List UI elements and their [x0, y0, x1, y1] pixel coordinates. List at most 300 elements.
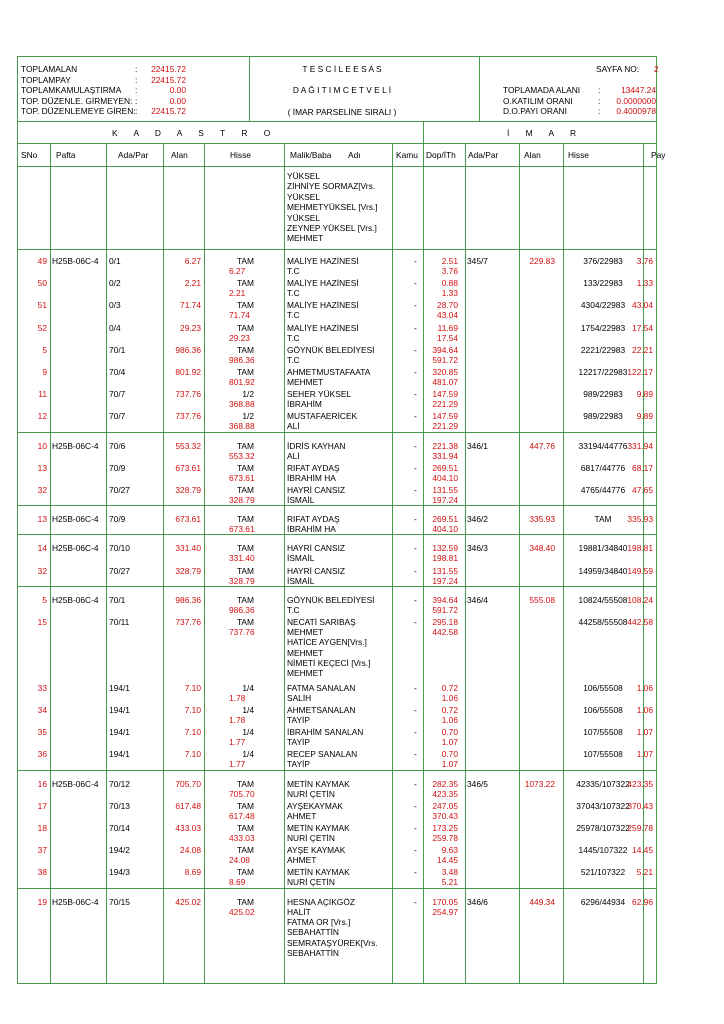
imar-pay: 1.06 [636, 682, 653, 693]
row-sno: 16 [37, 778, 47, 789]
row-hisse: TAM [236, 896, 254, 907]
row-father: MEHMET [287, 377, 324, 387]
row-father: NURİ ÇETİN [287, 877, 335, 888]
column-header: Pay [651, 150, 666, 160]
row-alan: 986.36 [175, 344, 201, 355]
row-owner: MALİYE HAZİNESİ [287, 322, 359, 333]
row-owner: MALİYE HAZİNESİ [287, 256, 359, 266]
row-pafta: H25B-06C-4 [52, 440, 99, 451]
row-adapar: 70/15 [109, 896, 130, 907]
row-pafta: H25B-06C-4 [52, 896, 99, 907]
row-alan: 7.10 [184, 727, 201, 738]
rule-line [17, 121, 657, 122]
row-hisse: 1/4 [242, 705, 254, 715]
row-dop: 0.72 [441, 705, 458, 715]
row-dop: 269.51 [432, 462, 458, 473]
column-header: Alan [171, 150, 188, 160]
row-hisse: TAM [236, 278, 254, 289]
row-kamu: - [414, 896, 417, 907]
row-dop: 320.85 [432, 367, 458, 377]
imar-hisse: 1445/107322 [578, 845, 628, 856]
row-sno: 18 [37, 823, 47, 833]
summary-colon: : [598, 95, 601, 106]
imar-hisse: 2221/22983 [580, 344, 626, 355]
row-owner: NECATİ SARIBAŞ [287, 617, 356, 627]
row-alan: 673.61 [175, 514, 201, 525]
owner-continuation: MEHMETYÜKSEL [Vrs.] [287, 202, 378, 213]
row-kamu: - [414, 514, 417, 525]
row-hisse-value: 2.21 [229, 288, 246, 299]
row-kamu: - [414, 462, 417, 473]
row-ith: 404.10 [432, 524, 458, 535]
imar-hisse: TAM [594, 514, 612, 525]
row-alan: 705.70 [175, 778, 201, 789]
row-ith: 198.81 [432, 553, 458, 564]
row-adapar: 0/4 [109, 322, 121, 333]
row-ith: 331.94 [432, 450, 458, 461]
imar-hisse: 6296/44934 [580, 896, 626, 907]
owner-continuation: YÜKSEL [287, 191, 321, 202]
row-owner: HAYRİ CANSIZ [287, 485, 346, 495]
row-dop: 0.72 [441, 682, 458, 693]
row-dop: 0.70 [441, 727, 458, 738]
row-ith: 221.29 [432, 399, 458, 410]
row-adapar: 70/12 [109, 778, 130, 789]
row-owner: METİN KAYMAK [287, 778, 350, 789]
column-divider [163, 143, 164, 984]
row-adapar: 70/7 [109, 411, 126, 422]
rule-line [17, 586, 657, 587]
row-owner: METİN KAYMAK [287, 823, 350, 833]
row-sno: 49 [37, 256, 47, 266]
row-owner: RIFAT AYDAŞ [287, 514, 340, 525]
imar-hisse: 107/55508 [583, 749, 623, 760]
row-pafta: H25B-06C-4 [52, 594, 99, 605]
summary-value: 0.00 [169, 85, 186, 95]
row-dop: 0.70 [441, 749, 458, 760]
imar-pay: 259.78 [627, 823, 653, 833]
imar-pay: 122.17 [627, 367, 653, 377]
row-hisse-value: 617.48 [229, 810, 255, 821]
row-ith: 3.76 [441, 266, 458, 276]
rule-line [17, 888, 657, 889]
row-father: TAYİP [287, 759, 310, 770]
row-kamu: - [414, 440, 417, 451]
row-ith: 197.24 [432, 575, 458, 586]
summary-label: TOPLAMALAN [21, 64, 78, 74]
row-alan: 7.10 [184, 682, 201, 693]
imar-adapar: 345/7 [467, 256, 488, 266]
row-father: İBRAHİM [287, 399, 322, 410]
imar-pay: 442.58 [627, 617, 653, 627]
row-hisse-value: 801.92 [229, 377, 255, 387]
imar-hisse: 106/55508 [583, 682, 623, 693]
row-hisse: TAM [236, 322, 254, 333]
imar-hisse: 4765/44776 [580, 485, 626, 495]
column-divider [563, 143, 564, 984]
row-alan: 6.27 [184, 256, 201, 266]
row-father: T.C [287, 604, 300, 615]
row-hisse: TAM [236, 800, 254, 811]
row-hisse-value: 986.36 [229, 604, 255, 615]
row-father: TAYİP [287, 737, 310, 748]
row-dop: 11.69 [437, 322, 458, 333]
row-adapar: 194/1 [109, 682, 130, 693]
imar-hisse: 521/107322 [580, 867, 626, 878]
imar-adapar: 346/3 [467, 543, 488, 554]
row-kamu: - [414, 278, 417, 289]
section-imar: İ M A R [507, 128, 583, 138]
row-hisse-value: 986.36 [229, 354, 255, 365]
row-hisse-value: 8.69 [229, 877, 246, 888]
row-dop: 247.05 [432, 800, 458, 811]
imar-pay: 43.04 [632, 300, 653, 311]
imar-adapar: 346/4 [467, 594, 488, 605]
row-owner: RIFAT AYDAŞ [287, 462, 340, 473]
row-alan: 673.61 [175, 462, 201, 473]
page-label: SAYFA NO: [596, 64, 640, 74]
row-father: T.C [287, 266, 300, 276]
row-alan: 737.76 [175, 411, 201, 422]
row-dop: 147.59 [432, 389, 458, 400]
row-adapar: 194/3 [109, 867, 130, 878]
row-hisse-value: 673.61 [229, 524, 255, 535]
row-sno: 34 [37, 705, 47, 715]
row-ith: 1.33 [441, 288, 458, 299]
row-dop: 147.59 [432, 411, 458, 422]
row-kamu: - [414, 727, 417, 738]
row-hisse: 1/2 [242, 389, 254, 400]
imar-pay: 9.89 [636, 411, 653, 422]
row-dop: 3.48 [441, 867, 458, 878]
row-hisse-value: 328.79 [229, 575, 255, 586]
row-hisse-value: 368.88 [229, 421, 255, 432]
row-sno: 32 [37, 485, 47, 495]
row-alan: 2.21 [184, 278, 201, 289]
imar-pay: 14.45 [632, 845, 653, 856]
row-hisse: TAM [236, 440, 254, 451]
row-hisse: TAM [236, 778, 254, 789]
row-owner: HAYRİ CANSIZ [287, 543, 346, 554]
column-divider [284, 143, 285, 984]
column-header: Adı [348, 150, 361, 160]
row-hisse-value: 331.40 [229, 553, 255, 564]
row-father: HALİT [287, 906, 311, 917]
rule-line [17, 534, 657, 535]
imar-alan: 447.76 [529, 440, 555, 451]
row-alan: 737.76 [175, 389, 201, 400]
imar-pay: 3.76 [636, 256, 653, 266]
row-ith: 1.07 [441, 737, 458, 748]
row-kamu: - [414, 485, 417, 495]
imar-hisse: 12217/22983 [578, 367, 628, 377]
column-header: Pafta [56, 150, 76, 160]
row-hisse-value: 328.79 [229, 495, 255, 505]
row-hisse-value: 1.77 [229, 759, 246, 770]
row-owner: GÖYNÜK BELEDİYESİ [287, 344, 375, 355]
row-ith: 259.78 [432, 833, 458, 843]
imar-hisse: 4304/22983 [580, 300, 626, 311]
column-divider [392, 143, 393, 984]
imar-alan: 348.40 [529, 543, 555, 554]
imar-hisse: 44258/55508 [578, 617, 628, 627]
row-kamu: - [414, 565, 417, 576]
imar-pay: 9.89 [636, 389, 653, 400]
row-sno: 32 [37, 565, 47, 576]
row-adapar: 194/2 [109, 845, 130, 856]
row-adapar: 194/1 [109, 727, 130, 738]
imar-pay: 1.07 [636, 727, 653, 738]
row-owner: MUSTAFAERİCEK [287, 411, 358, 422]
row-alan: 617.48 [175, 800, 201, 811]
row-alan: 328.79 [175, 565, 201, 576]
column-divider [249, 56, 250, 121]
row-adapar: 70/7 [109, 389, 126, 400]
row-adapar: 70/6 [109, 440, 126, 451]
imar-adapar: 346/1 [467, 440, 488, 451]
summary-label: TOPLAMKAMULAŞTIRMA [21, 85, 122, 95]
row-adapar: 70/4 [109, 367, 126, 377]
row-sno: 52 [37, 322, 47, 333]
row-father: İBRAHİM HA [287, 472, 336, 483]
row-hisse-value: 553.32 [229, 450, 255, 461]
imar-pay: 1.07 [636, 749, 653, 760]
row-alan: 328.79 [175, 485, 201, 495]
row-pafta: H25B-06C-4 [52, 543, 99, 554]
imar-hisse: 33194/44776 [578, 440, 628, 451]
row-hisse: TAM [236, 594, 254, 605]
summary-colon: : [135, 85, 138, 95]
imar-hisse: 42335/107322 [576, 778, 630, 789]
section-kadastro: K A D A S T R O [112, 128, 278, 138]
row-adapar: 0/1 [109, 256, 121, 266]
imar-pay: 17.54 [632, 322, 653, 333]
owner-continuation: SEBAHATTİN [287, 948, 339, 958]
row-kamu: - [414, 682, 417, 693]
row-kamu: - [414, 543, 417, 554]
row-sno: 19 [37, 896, 47, 907]
row-alan: 29.23 [180, 322, 201, 333]
row-alan: 24.08 [180, 845, 201, 856]
column-divider [479, 56, 480, 121]
row-dop: 131.55 [432, 485, 458, 495]
row-hisse: TAM [236, 462, 254, 473]
column-divider [106, 143, 107, 984]
imar-adapar: 346/6 [467, 896, 488, 907]
row-sno: 9 [42, 367, 47, 377]
imar-pay: 68.17 [632, 462, 653, 473]
row-hisse: TAM [236, 867, 254, 878]
row-pafta: H25B-06C-4 [52, 514, 99, 525]
row-alan: 7.10 [184, 705, 201, 715]
row-hisse-value: 705.70 [229, 788, 255, 799]
row-hisse-value: 433.03 [229, 833, 255, 843]
row-sno: 38 [37, 867, 47, 878]
imar-hisse: 107/55508 [583, 727, 623, 738]
row-hisse: 1/4 [242, 682, 254, 693]
imar-hisse: 6817/44776 [580, 462, 626, 473]
row-father: AHMET [287, 855, 317, 866]
imar-pay: 335.93 [627, 514, 653, 525]
summary-value: 0.4000978 [616, 106, 656, 116]
row-sno: 5 [42, 594, 47, 605]
row-hisse: 1/4 [242, 749, 254, 760]
imar-pay: 5.21 [636, 867, 653, 878]
summary-colon: : [135, 74, 138, 85]
row-father: İSMAİL [287, 495, 315, 505]
owner-continuation: NİMETİ KEÇECİ [Vrs.] [287, 658, 371, 668]
row-dop: 170.05 [432, 896, 458, 907]
row-sno: 10 [37, 440, 47, 451]
row-sno: 14 [37, 543, 47, 554]
column-divider [204, 143, 205, 984]
row-ith: 14.45 [437, 855, 458, 866]
row-ith: 370.43 [432, 810, 458, 821]
imar-pay: 108.24 [627, 594, 653, 605]
row-sno: 13 [37, 462, 47, 473]
row-ith: 1.06 [441, 715, 458, 725]
row-ith: 5.21 [441, 877, 458, 888]
row-kamu: - [414, 411, 417, 422]
owner-continuation: HATİCE AYGEN[Vrs.] [287, 637, 367, 648]
imar-hisse: 10824/55508 [578, 594, 628, 605]
owner-continuation: ZEYNEP YÜKSEL [Vrs.] [287, 223, 377, 233]
imar-adapar: 346/2 [467, 514, 488, 525]
row-father: T.C [287, 288, 300, 299]
column-header: Hisse [568, 150, 589, 160]
imar-alan: 1073.22 [524, 778, 555, 789]
doc-sort-note: ( İMAR PARSELİNE SIRALI ) [287, 107, 397, 117]
row-adapar: 70/13 [109, 800, 130, 811]
imar-pay: 22.21 [632, 344, 653, 355]
imar-alan: 555.08 [529, 594, 555, 605]
column-divider [423, 121, 424, 984]
row-owner: AYŞEKAYMAK [287, 800, 344, 811]
owner-continuation: FATMA OR [Vrs.] [287, 916, 351, 927]
row-dop: 173.25 [432, 823, 458, 833]
row-adapar: 70/27 [109, 485, 130, 495]
row-hisse: TAM [236, 845, 254, 856]
owner-continuation: YÜKSEL [287, 212, 321, 223]
doc-subtitle: D A Ğ I T I M C E T V E L İ [292, 85, 392, 95]
row-sno: 50 [37, 278, 47, 289]
row-sno: 17 [37, 800, 47, 811]
row-kamu: - [414, 705, 417, 715]
row-adapar: 70/9 [109, 514, 126, 525]
row-sno: 12 [37, 411, 47, 422]
imar-pay: 149.59 [627, 565, 653, 576]
rule-line [17, 505, 657, 506]
imar-hisse: 37043/107322 [576, 800, 630, 811]
column-header: Hisse [230, 150, 251, 160]
imar-pay: 423.35 [627, 778, 653, 789]
rule-line [17, 143, 657, 144]
imar-hisse: 106/55508 [583, 705, 623, 715]
row-alan: 986.36 [175, 594, 201, 605]
rule-line [17, 249, 657, 250]
row-kamu: - [414, 322, 417, 333]
row-dop: 394.64 [432, 344, 458, 355]
row-father: İSMAİL [287, 553, 315, 564]
row-kamu: - [414, 845, 417, 856]
imar-alan: 335.93 [529, 514, 555, 525]
row-owner: MALİYE HAZİNESİ [287, 300, 359, 311]
summary-label: TOP. DÜZENLE. GİRMEYEN: [21, 95, 133, 106]
row-adapar: 0/2 [109, 278, 121, 289]
row-alan: 71.74 [180, 300, 201, 311]
row-kamu: - [414, 594, 417, 605]
row-alan: 331.40 [175, 543, 201, 554]
owner-continuation: ZİHNİYE SORMAZ[Vrs. [287, 181, 376, 192]
imar-pay: 370.43 [627, 800, 653, 811]
row-dop: 282.35 [432, 778, 458, 789]
imar-hisse: 133/22983 [583, 278, 623, 289]
row-dop: 2.51 [441, 256, 458, 266]
summary-value: 22415.72 [151, 74, 186, 85]
summary-colon: : [135, 64, 138, 74]
doc-title: T E S C İ L E E S A S [302, 64, 382, 74]
row-adapar: 70/9 [109, 462, 126, 473]
row-hisse: TAM [236, 367, 254, 377]
row-ith: 197.24 [432, 495, 458, 505]
summary-value: 0.0000000 [616, 95, 656, 106]
summary-label: TOPLAMPAY [21, 74, 71, 85]
row-pafta: H25B-06C-4 [52, 256, 99, 266]
row-ith: 423.35 [432, 788, 458, 799]
summary-colon: : [135, 95, 138, 106]
row-owner: GÖYNÜK BELEDİYESİ [287, 594, 375, 605]
imar-alan: 229.83 [529, 256, 555, 266]
summary-label: D.O.PAYI ORANI [503, 106, 567, 116]
row-owner: AYŞE KAYMAK [287, 845, 346, 856]
row-sno: 11 [38, 389, 47, 400]
row-ith: 404.10 [432, 472, 458, 483]
imar-hisse: 376/22983 [583, 256, 623, 266]
row-alan: 433.03 [175, 823, 201, 833]
row-adapar: 70/1 [109, 594, 126, 605]
row-father: T.C [287, 354, 300, 365]
row-dop: 28.70 [437, 300, 458, 311]
row-hisse-value: 1.78 [229, 715, 246, 725]
column-header: Alan [524, 150, 541, 160]
row-owner: HESNA AÇIKGÖZ [287, 896, 355, 907]
row-kamu: - [414, 617, 417, 627]
row-hisse: TAM [236, 543, 254, 554]
summary-value: 13447.24 [621, 85, 656, 95]
row-adapar: 70/14 [109, 823, 130, 833]
owner-continuation: MEHMET [287, 647, 324, 658]
row-ith: 221.29 [432, 421, 458, 432]
column-header: SNo [21, 150, 38, 160]
row-hisse-value: 425.02 [229, 906, 255, 917]
row-kamu: - [414, 823, 417, 833]
row-sno: 35 [37, 727, 47, 738]
imar-hisse: 1754/22983 [580, 322, 626, 333]
rule-line [17, 432, 657, 433]
page-number: 2 [654, 64, 659, 74]
row-father: İBRAHİM HA [287, 524, 336, 535]
row-hisse: 1/2 [242, 411, 254, 422]
imar-pay: 1.33 [636, 278, 653, 289]
row-alan: 737.76 [175, 617, 201, 627]
row-father: TAYİP [287, 715, 310, 725]
row-dop: 394.64 [432, 594, 458, 605]
row-sno: 36 [37, 749, 47, 760]
imar-hisse: 25978/107322 [576, 823, 630, 833]
summary-label: TOPLAMADA ALANI [503, 85, 581, 95]
row-hisse-value: 1.77 [229, 737, 246, 748]
row-adapar: 70/27 [109, 565, 130, 576]
